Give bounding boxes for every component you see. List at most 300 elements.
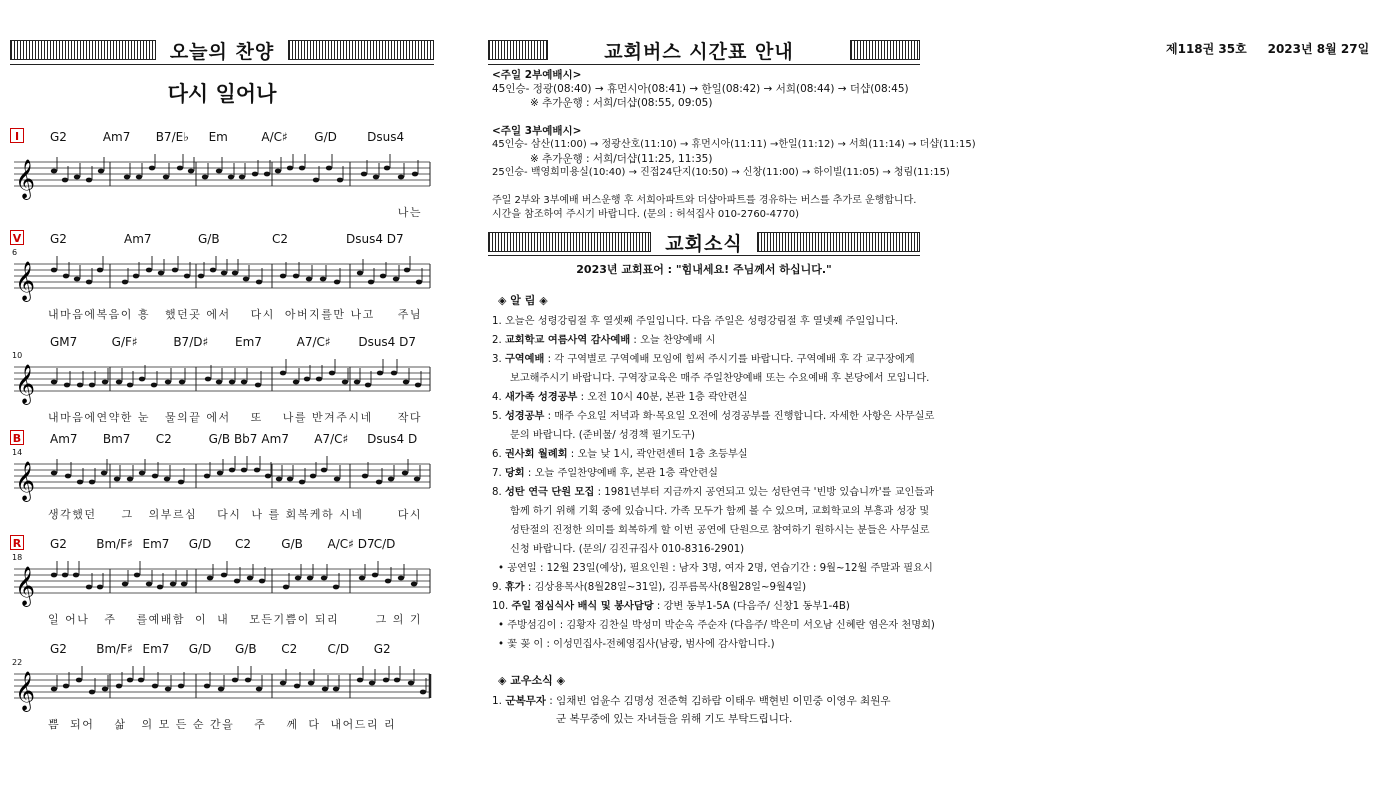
- lyric-line: 내마음에복음이 흥 했던곳 에서 다시 아버지를만 나고: [48, 308, 375, 321]
- note-head: [412, 172, 418, 177]
- note-head: [204, 474, 210, 479]
- note-head: [152, 684, 158, 689]
- staff: [10, 662, 434, 712]
- note-head: [65, 474, 71, 479]
- notice-text: 공연일 : 12월 23일(예상), 필요인원 : 남자 3명, 여자 2명, 연습기간 : 9월~12월 주말과 필요시: [507, 563, 933, 574]
- chord-symbol: Am7: [261, 432, 289, 446]
- note-head: [102, 687, 108, 692]
- chord-symbol: Bm/F♯: [96, 642, 133, 656]
- note-head: [163, 175, 169, 180]
- staff: [10, 252, 434, 302]
- note-head: [229, 468, 235, 473]
- note-head: [122, 280, 128, 285]
- note-head: [362, 474, 368, 479]
- note-head: [164, 477, 170, 482]
- note-head: [63, 684, 69, 689]
- note-head: [122, 582, 128, 587]
- note-head: [158, 271, 164, 276]
- hymn-banner: [10, 38, 434, 62]
- chord-symbol: A/C♯: [261, 130, 288, 144]
- note-head: [198, 274, 204, 279]
- note-head: [333, 687, 339, 692]
- note-head: [86, 280, 92, 285]
- note-head: [51, 471, 57, 476]
- chord-symbol: C2: [281, 642, 298, 656]
- lyric-line-end: 작다: [397, 411, 422, 424]
- notice-text: 문의 바랍니다. (준비물/ 성경책 필기도구): [510, 430, 696, 441]
- banner-bars-right: [288, 40, 434, 60]
- bus-banner-title: 교회버스 시간표 안내: [548, 37, 850, 64]
- bus-sec2-title: <주일 3부예배시>: [492, 125, 582, 137]
- note-head: [62, 178, 68, 183]
- notice-number: 5.: [492, 411, 505, 422]
- bulletin-date: 2023년 8월 27일: [1267, 42, 1370, 56]
- notice-heading: 성탄 연극 단원 모집: [504, 487, 595, 498]
- note-head: [217, 471, 223, 476]
- chord-symbol: Em: [208, 130, 228, 144]
- note-head: [205, 377, 211, 382]
- bus-sec2-route1: 45인승- 삼산(11:00) → 정광산호(11:10) → 휴먼시아(11:11) →한일(11:12) → 서희(11:14) → 더샵(11:15): [492, 139, 976, 150]
- note-head: [232, 271, 238, 276]
- chord-symbol: A7/C♯: [296, 335, 331, 349]
- notice-text: : 오늘 찬양예배 시: [630, 335, 716, 346]
- note-head: [127, 477, 133, 482]
- notice-number: 3.: [492, 354, 505, 365]
- music-system: [10, 535, 434, 635]
- notice-text: : 각 구역별로 구역예배 모임에 힘써 주시기를 바랍니다. 구역예배 후 각 교구장에게: [544, 354, 915, 365]
- banner-bars-left: [488, 40, 548, 60]
- treble-clef-icon: 𝄞: [15, 671, 36, 711]
- banner-bars-right: [757, 232, 920, 252]
- note-head: [357, 678, 363, 683]
- staff: [10, 557, 434, 607]
- note-head: [151, 383, 157, 388]
- note-head: [116, 684, 122, 689]
- note-head: [51, 573, 57, 578]
- chord-symbol: C/D: [327, 642, 350, 656]
- note-head: [304, 377, 310, 382]
- notice-heading: 휴가: [504, 582, 525, 593]
- chord-symbol: G2: [50, 537, 67, 551]
- notice-number: •: [498, 639, 508, 650]
- note-head: [316, 377, 322, 382]
- note-head: [146, 268, 152, 273]
- note-head: [102, 380, 108, 385]
- note-head: [89, 690, 95, 695]
- note-head: [247, 576, 253, 581]
- chord-symbol: G/F♯: [111, 335, 138, 349]
- note-head: [124, 175, 130, 180]
- news-rule: [488, 255, 920, 256]
- chord-symbol: G/D: [188, 537, 212, 551]
- note-head: [280, 274, 286, 279]
- chord-symbol: G2: [50, 232, 67, 246]
- notice-number: •: [498, 620, 508, 631]
- note-head: [373, 175, 379, 180]
- note-head: [377, 371, 383, 376]
- note-head: [320, 277, 326, 282]
- note-head: [411, 582, 417, 587]
- note-head: [210, 268, 216, 273]
- bus-rule: [488, 64, 920, 65]
- chord-symbol: B7/E♭: [155, 130, 189, 144]
- song-title: 다시 일어나: [167, 82, 277, 106]
- notice-number: 6.: [492, 449, 505, 460]
- note-head: [97, 585, 103, 590]
- music-system: [10, 333, 434, 433]
- notice-heading: 권사회 월례회: [504, 449, 568, 460]
- chord-symbol: GM7: [50, 335, 78, 349]
- lyric-line: 내마음에연약한 눈 물의끝 에서 또 나를 반겨주시네: [48, 411, 373, 424]
- chord-symbol: G2: [373, 642, 391, 656]
- notice-item: [492, 312, 920, 331]
- note-head: [152, 474, 158, 479]
- note-head: [306, 277, 312, 282]
- notice-item: [492, 635, 920, 654]
- chord-symbol: Em7: [235, 335, 262, 349]
- note-head: [416, 280, 422, 285]
- note-head: [337, 178, 343, 183]
- note-head: [170, 582, 176, 587]
- note-head: [391, 371, 397, 376]
- notice-item: [492, 597, 920, 616]
- note-head: [134, 573, 140, 578]
- bus-note-2: 시간을 참조하여 주시기 바랍니다. (문의 : 허석집사 010-2760-4770): [492, 209, 800, 220]
- note-head: [241, 468, 247, 473]
- treble-clef-icon: 𝄞: [15, 261, 36, 301]
- note-head: [365, 383, 371, 388]
- note-head: [101, 471, 107, 476]
- note-head: [139, 471, 145, 476]
- notice-text: 꽃 꽂 이 : 이성민집사-전혜영집사(남광, 범사에 감사합니다.): [507, 639, 775, 650]
- note-head: [361, 172, 367, 177]
- notice-number: 8.: [492, 487, 505, 498]
- notice-item: [492, 350, 920, 369]
- chord-symbol: Em7: [142, 537, 170, 551]
- note-head: [280, 681, 286, 686]
- note-head: [254, 468, 260, 473]
- notice-item: [492, 426, 920, 445]
- notice-item: [492, 559, 933, 578]
- note-head: [86, 585, 92, 590]
- note-head: [178, 480, 184, 485]
- bus-note-1: 주일 2부와 3부예배 버스운행 후 서희아파트와 더샵아파트를 경유하는 버스를 추가로 운행합니다.: [492, 195, 917, 206]
- notice-item: [492, 540, 920, 559]
- note-head: [77, 480, 83, 485]
- notice-text: : 오전 10시 40분, 본관 1층 곽안련실: [577, 392, 748, 403]
- notice-heading: 성경공부: [504, 411, 545, 422]
- note-head: [310, 474, 316, 479]
- bus-sec2-extra: ※ 추가운행 : 서희/더샵(11:25, 11:35): [530, 153, 713, 165]
- notice-item: [492, 464, 920, 483]
- note-head: [372, 573, 378, 578]
- note-head: [133, 274, 139, 279]
- note-head: [333, 585, 339, 590]
- note-head: [359, 576, 365, 581]
- notice-item: [492, 331, 920, 350]
- chord-symbol: C2: [235, 537, 252, 551]
- alumni-line-1: 1. 군복무자 : 임채빈 엄윤수 김명성 전준혁 김하람 이태우 백현빈 이민중 이영우 최원우: [492, 695, 891, 707]
- rehearsal-mark: B: [10, 430, 24, 445]
- note-head: [76, 678, 82, 683]
- lyric-line-end: 다시: [397, 508, 422, 521]
- notice-heading: 구역예배: [504, 354, 545, 365]
- note-head: [245, 678, 251, 683]
- note-head: [299, 480, 305, 485]
- notice-heading: 교회학교 여름사역 감사예배: [504, 335, 631, 346]
- note-head: [114, 477, 120, 482]
- note-head: [51, 169, 57, 174]
- chord-symbol: G/B Bb7: [208, 432, 258, 446]
- note-head: [280, 371, 286, 376]
- note-head: [265, 474, 271, 479]
- chord-symbol: Bm/F♯: [96, 537, 133, 551]
- note-head: [388, 477, 394, 482]
- notice-text: 오늘은 성령강림절 후 열셋째 주일입니다. 다음 주일은 성령강림절 후 열넷째 주일입니다.: [504, 316, 899, 327]
- note-head: [294, 684, 300, 689]
- note-head: [398, 576, 404, 581]
- note-head: [89, 480, 95, 485]
- alumni-title: ◈ 교우소식 ◈: [498, 674, 566, 687]
- note-head: [74, 277, 80, 282]
- note-head: [385, 579, 391, 584]
- measure-number: 14: [12, 448, 23, 457]
- note-head: [404, 268, 410, 273]
- notice-text: 주방섬김이 : 김황자 김찬실 박성미 박순옥 주순자 (다음주/ 박은미 서오남 신혜란 염은자 천명희): [507, 620, 935, 631]
- chord-symbol: G2: [50, 130, 67, 144]
- chord-symbol: Dsus4 D7: [358, 335, 417, 349]
- note-head: [178, 684, 184, 689]
- bus-sec1-title: <주일 2부예배시>: [492, 69, 582, 81]
- note-head: [342, 380, 348, 385]
- note-head: [321, 576, 327, 581]
- note-head: [146, 582, 152, 587]
- notice-text: 보고해주시기 바랍니다. 구역장교육은 매주 주일찬양예배 또는 수요예배 후 본당에서 모입니다.: [510, 373, 930, 384]
- note-head: [380, 274, 386, 279]
- note-head: [228, 175, 234, 180]
- music-system: [10, 128, 434, 228]
- notice-text: : 강변 동부1-5A (다음주/ 신창1 동부1-4B): [653, 601, 850, 612]
- measure-number: 22: [12, 658, 23, 667]
- notice-item: [492, 502, 930, 521]
- music-system: [10, 640, 434, 740]
- note-head: [181, 582, 187, 587]
- note-head: [283, 585, 289, 590]
- note-head: [368, 280, 374, 285]
- notice-item: [492, 521, 930, 540]
- note-head: [252, 172, 258, 177]
- notice-text: : 오늘 낮 1시, 곽안련센터 1층 초등부실: [567, 449, 748, 460]
- bus-sec2-route2: 25인승- 백영희미용실(10:40) → 진접24단지(10:50) → 신창(11:00) → 하이빌(11:05) → 청림(11:15): [492, 167, 950, 178]
- alumni-label: 군복무자: [505, 695, 546, 707]
- measure-number: 6: [12, 248, 18, 257]
- chord-symbol: Dsus4 D: [367, 432, 418, 446]
- chord-symbol: Am7: [50, 432, 78, 446]
- notice-number: 10.: [492, 601, 512, 612]
- staff: [10, 355, 434, 405]
- note-head: [329, 371, 335, 376]
- note-head: [62, 573, 68, 578]
- notice-number: 4.: [492, 392, 505, 403]
- note-head: [383, 678, 389, 683]
- notice-number: 1.: [492, 316, 505, 327]
- note-head: [89, 383, 95, 388]
- note-head: [334, 477, 340, 482]
- note-head: [393, 277, 399, 282]
- chord-symbol: Am7: [102, 130, 131, 144]
- chord-symbol: G/D: [314, 130, 337, 144]
- chord-symbol: A/C♯ D7: [327, 537, 375, 551]
- news-banner-title: 교회소식: [651, 229, 756, 256]
- note-head: [179, 380, 185, 385]
- note-head: [403, 380, 409, 385]
- note-head: [234, 579, 240, 584]
- note-head: [165, 380, 171, 385]
- note-head: [207, 576, 213, 581]
- rehearsal-mark: I: [10, 128, 24, 143]
- notice-text: 함께 하기 위해 기획 중에 있습니다. 가족 모두가 함께 볼 수 있으며, 교회학교의 부흥과 성장 및: [510, 506, 930, 517]
- notice-text: 신청 바랍니다. (문의/ 김진규집사 010-8316-2901): [510, 544, 745, 555]
- notice-heading: 당회: [504, 468, 525, 479]
- chord-symbol: G/D: [188, 642, 212, 656]
- note-head: [136, 175, 142, 180]
- note-head: [256, 280, 262, 285]
- note-head: [313, 178, 319, 183]
- music-system: [10, 230, 434, 330]
- notice-list: [492, 312, 935, 654]
- chord-symbol: C/D: [373, 537, 396, 551]
- note-head: [221, 271, 227, 276]
- note-head: [77, 383, 83, 388]
- note-head: [357, 271, 363, 276]
- note-head: [275, 169, 281, 174]
- note-head: [276, 477, 282, 482]
- banner-bars-right: [850, 40, 920, 60]
- note-head: [326, 166, 332, 171]
- note-head: [420, 690, 426, 695]
- chord-symbol: Em7: [142, 642, 170, 656]
- note-head: [287, 166, 293, 171]
- note-head: [322, 687, 328, 692]
- note-head: [307, 576, 313, 581]
- notice-number: 7.: [492, 468, 505, 479]
- note-head: [172, 268, 178, 273]
- note-head: [74, 175, 80, 180]
- rehearsal-mark: V: [10, 230, 24, 245]
- chord-symbol: G2: [50, 642, 67, 656]
- chord-symbol: G/B: [198, 232, 220, 246]
- note-head: [127, 678, 133, 683]
- notice-number: 2.: [492, 335, 505, 346]
- treble-clef-icon: 𝄞: [15, 461, 36, 501]
- measure-number: 18: [12, 553, 23, 562]
- note-head: [63, 274, 69, 279]
- staff: [10, 150, 434, 200]
- lyric-line-end: 나는: [397, 206, 422, 219]
- note-head: [157, 585, 163, 590]
- notice-heading: 새가족 성경공부: [504, 392, 578, 403]
- note-head: [232, 678, 238, 683]
- note-head: [241, 380, 247, 385]
- note-head: [116, 380, 122, 385]
- chord-symbol: G/B: [235, 642, 257, 656]
- note-head: [394, 678, 400, 683]
- chord-symbol: A7/C♯: [314, 432, 349, 446]
- issue-number: 제118권 35호: [1166, 42, 1247, 56]
- note-head: [402, 471, 408, 476]
- note-head: [293, 380, 299, 385]
- chord-symbol: C2: [155, 432, 172, 446]
- chord-symbol: Bm7: [102, 432, 131, 446]
- note-head: [229, 380, 235, 385]
- notice-item: [492, 578, 920, 597]
- notice-item: [492, 445, 920, 464]
- notice-text: : 1981년부터 지금까지 공연되고 있는 성탄연극 '빈방 있습니까'를 교인들과: [594, 487, 934, 498]
- note-head: [51, 268, 57, 273]
- notice-text: : 김상용목사(8월28일~31일), 김푸름목사(8월28일~9월4일): [524, 582, 807, 593]
- note-head: [287, 477, 293, 482]
- note-head: [308, 681, 314, 686]
- notice-item: [492, 369, 930, 388]
- note-head: [239, 175, 245, 180]
- chord-symbol: Dsus4: [367, 130, 405, 144]
- notice-number: 9.: [492, 582, 505, 593]
- note-head: [218, 687, 224, 692]
- note-head: [256, 687, 262, 692]
- note-head: [259, 579, 265, 584]
- notice-item: [492, 407, 935, 426]
- bus-sec1-extra: ※ 추가운행 : 서희/더샵(08:55, 09:05): [530, 97, 713, 109]
- staff: [10, 452, 434, 502]
- note-head: [414, 477, 420, 482]
- notice-text: : 오늘 주일찬양예배 후, 본관 1층 곽안련실: [524, 468, 718, 479]
- treble-clef-icon: 𝄞: [15, 566, 36, 606]
- note-head: [97, 268, 103, 273]
- note-head: [202, 175, 208, 180]
- note-head: [415, 383, 421, 388]
- music-system: [10, 430, 434, 530]
- bus-sec1-route: 45인승- 정광(08:40) → 휴먼시아(08:41) → 한일(08:42) → 서희(08:44) → 더샵(08:45): [492, 83, 909, 95]
- notice-text: 성탄절의 진정한 의미를 회복하게 할 이번 공연에 단원으로 참여하기 원하시는 분들은 사무실로: [510, 525, 930, 536]
- note-head: [376, 480, 382, 485]
- chord-symbol: Am7: [124, 232, 152, 246]
- note-head: [334, 280, 340, 285]
- note-head: [188, 169, 194, 174]
- note-head: [255, 383, 261, 388]
- note-head: [321, 468, 327, 473]
- note-head: [73, 573, 79, 578]
- news-banner: [488, 230, 920, 254]
- banner-bars-left: [488, 232, 651, 252]
- notice-heading: 주일 점심식사 배식 및 봉사담당: [511, 601, 654, 612]
- notice-item: [492, 483, 934, 502]
- note-head: [86, 178, 92, 183]
- banner-bars-left: [10, 40, 156, 60]
- note-head: [138, 678, 144, 683]
- treble-clef-icon: 𝄞: [15, 364, 36, 404]
- note-head: [51, 380, 57, 385]
- notice-text: : 매주 수요일 저녁과 화·목요일 오전에 성경공부를 진행합니다. 자세한 사항은 사무실로: [544, 411, 935, 422]
- note-head: [369, 681, 375, 686]
- chord-symbol: Dsus4 D7: [346, 232, 404, 246]
- note-head: [384, 166, 390, 171]
- hymn-banner-title: 오늘의 찬양: [156, 37, 288, 64]
- notice-item: [492, 616, 935, 635]
- rehearsal-mark: R: [10, 535, 24, 550]
- note-head: [221, 573, 227, 578]
- measure-number: 10: [12, 351, 23, 360]
- note-head: [149, 166, 155, 171]
